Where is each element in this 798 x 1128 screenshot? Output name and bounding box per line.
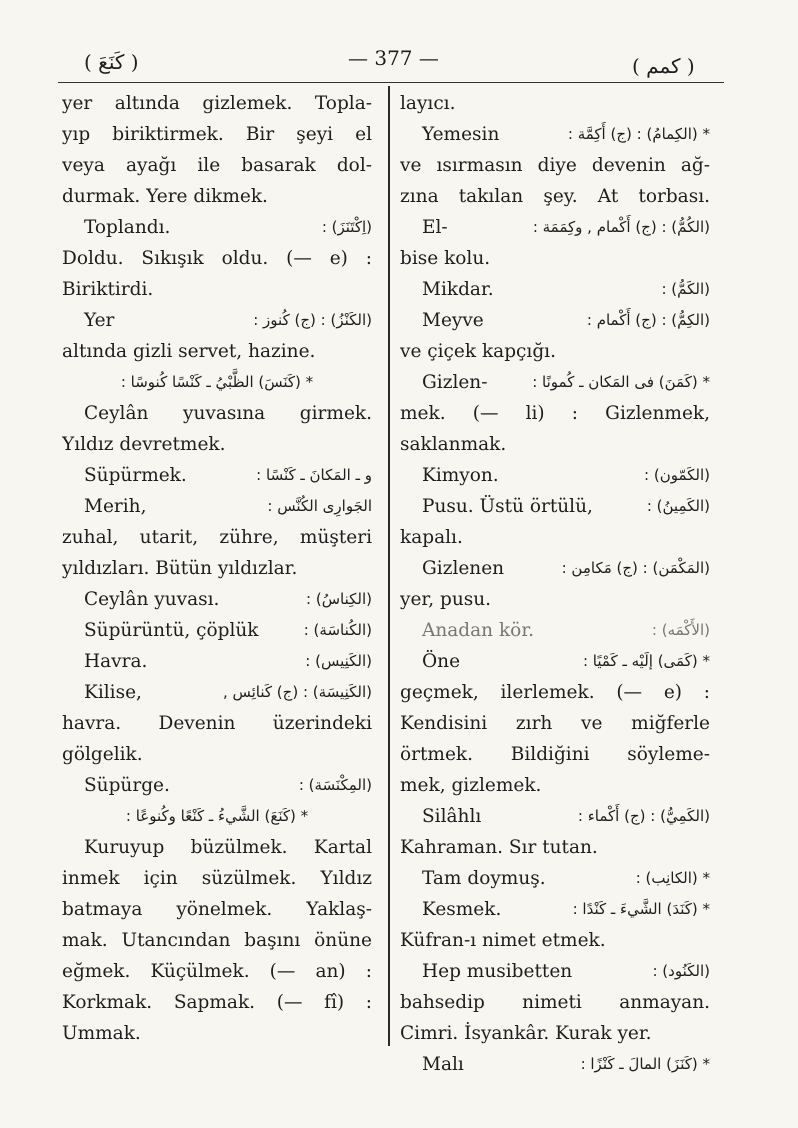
entry-arabic-headword: (الكِناسُ) : bbox=[306, 590, 372, 608]
definition-line: Kahraman. Sır tutan. bbox=[400, 837, 598, 858]
definition-line: mek. (— li) : Gizlenmek, bbox=[400, 403, 710, 424]
definition-line: altında gizli servet, hazine. bbox=[62, 341, 316, 362]
definition-line: Kuruyup büzülmek. Kartal bbox=[84, 837, 372, 858]
entry-arabic-headword: (الكَمّون) : bbox=[644, 466, 710, 484]
entry-arabic-headword: * (الكِمامُ) : (ج) أَكِمَّة : bbox=[567, 125, 710, 143]
page-header bbox=[0, 44, 798, 78]
definition-line: geçmek, ilerlemek. (— e) : bbox=[400, 682, 710, 703]
entry-translation: Yemesin bbox=[422, 124, 500, 145]
entry-translation: Pusu. Üstü örtülü, bbox=[422, 496, 593, 517]
right-column bbox=[400, 88, 710, 1080]
dictionary-entry bbox=[400, 801, 710, 832]
dictionary-entry bbox=[400, 894, 710, 925]
dictionary-entry bbox=[62, 212, 372, 243]
entry-arabic-headword: و ـ المَكانَ ـ كَنْسًا : bbox=[256, 466, 372, 484]
dictionary-entry bbox=[62, 491, 372, 522]
dictionary-entry bbox=[400, 460, 710, 491]
entry-translation: Süpürge. bbox=[84, 775, 170, 796]
definition-line: layıcı. bbox=[400, 93, 456, 114]
dictionary-entry bbox=[400, 367, 710, 398]
dictionary-entry bbox=[400, 1049, 710, 1080]
dictionary-entry bbox=[400, 863, 710, 894]
dictionary-entry bbox=[62, 305, 372, 336]
definition-line: Korkmak. Sapmak. (— fî) : bbox=[62, 992, 372, 1013]
definition-line: veya ayağı ile basarak dol- bbox=[62, 155, 372, 176]
entry-translation: Mikdar. bbox=[422, 279, 494, 300]
entry-translation: Süpürüntü, çöplük bbox=[84, 620, 259, 641]
entry-translation: Havra. bbox=[84, 651, 148, 672]
entry-arabic-headword: (الكَمِينُ) : bbox=[646, 497, 710, 515]
arabic-headword-line: * (كَنَعَ) الشَّيءُ ـ كَنْعًا وكُنوعًا : bbox=[125, 807, 309, 825]
definition-line: durmak. Yere dikmek. bbox=[62, 186, 268, 207]
dictionary-entry bbox=[62, 770, 372, 801]
dictionary-entry bbox=[400, 956, 710, 987]
entry-translation: Tam doymuş. bbox=[422, 868, 546, 889]
entry-arabic-headword: (الكِمُّ) : (ج) أَكْمام : bbox=[586, 311, 710, 329]
entry-translation: Malı bbox=[422, 1054, 464, 1075]
entry-translation: Yer bbox=[84, 310, 115, 331]
entry-translation: Kilise, bbox=[84, 682, 142, 703]
entry-translation: Kesmek. bbox=[422, 899, 502, 920]
definition-line: Cimri. İsyankâr. Kurak yer. bbox=[400, 1023, 652, 1044]
entry-translation: Kimyon. bbox=[422, 465, 499, 486]
definition-line: mak. Utancından başını önüne bbox=[62, 930, 372, 951]
header-left-keyword: ( كَنَعَ ) bbox=[84, 50, 139, 74]
page-number: — 377 — bbox=[348, 46, 439, 70]
definition-line: yıp biriktirmek. Bir şeyi el bbox=[62, 124, 372, 145]
entry-arabic-headword: الجَوارِى الكُنَّس : bbox=[267, 497, 372, 515]
definition-line: eğmek. Küçülmek. (— an) : bbox=[62, 961, 372, 982]
dictionary-entry bbox=[400, 274, 710, 305]
entry-translation: Meyve bbox=[422, 310, 484, 331]
definition-line: Biriktirdi. bbox=[62, 279, 154, 300]
entry-translation: Merih, bbox=[84, 496, 147, 517]
entry-arabic-headword: (الكَنْزُ) : (ج) كُنوز : bbox=[253, 311, 372, 329]
entry-translation: Ceylân yuvası. bbox=[84, 589, 220, 610]
dictionary-entry bbox=[62, 460, 372, 491]
entry-arabic-headword: (الكَنِيس) : bbox=[305, 652, 372, 670]
dictionary-entry bbox=[400, 553, 710, 584]
definition-line: bise kolu. bbox=[400, 248, 491, 269]
dictionary-entry bbox=[400, 615, 710, 646]
dictionary-entry bbox=[62, 615, 372, 646]
header-right-keyword: ( كمم ) bbox=[632, 54, 695, 78]
dictionary-entry bbox=[400, 305, 710, 336]
entry-arabic-headword: (الكُمُّ) : (ج) أَكْمام , وكِمَمَة : bbox=[532, 218, 710, 236]
definition-line: bahsedip nimeti anmayan. bbox=[400, 992, 710, 1013]
definition-line: gölgelik. bbox=[62, 744, 143, 765]
dictionary-entry bbox=[400, 646, 710, 677]
entry-translation: Toplandı. bbox=[84, 217, 171, 238]
entry-translation: Süpürmek. bbox=[84, 465, 187, 486]
entry-arabic-headword: (اِكْتَنَزَ) : bbox=[321, 218, 372, 236]
definition-line: Küfran-ı nimet etmek. bbox=[400, 930, 606, 951]
entry-translation: Hep musibetten bbox=[422, 961, 573, 982]
definition-line: Doldu. Sıkışık oldu. (— e) : bbox=[62, 248, 372, 269]
entry-arabic-headword: * (كَنَزَ) المالَ ـ كَنْزًا : bbox=[580, 1055, 710, 1073]
entry-arabic-headword: (الكُناسَة) : bbox=[303, 621, 372, 639]
entry-arabic-headword: * (كَمَى) إلَيْه ـ كَمْيًا : bbox=[582, 652, 710, 670]
dictionary-entry bbox=[62, 677, 372, 708]
entry-translation: Öne bbox=[422, 651, 461, 672]
entry-arabic-headword: * (كَنَدَ) الشَّيءَ ـ كَنْدًا : bbox=[572, 900, 710, 918]
definition-line: ve çiçek kapçığı. bbox=[400, 341, 556, 362]
left-column bbox=[62, 88, 372, 1049]
entry-translation: Silâhlı bbox=[422, 806, 482, 827]
entry-arabic-headword: * (كَمَنَ) فى المَكان ـ كُمونًا : bbox=[532, 373, 710, 391]
dictionary-entry bbox=[400, 119, 710, 150]
definition-line: örtmek. Bildiğini söyleme- bbox=[400, 744, 710, 765]
entry-arabic-headword: (الكَنِيسَة) : (ج) كَنائِس , bbox=[222, 683, 372, 701]
entry-arabic-headword: (المَكْمَن) : (ج) مَكامِن : bbox=[561, 559, 710, 577]
entry-translation: Gizlenen bbox=[422, 558, 505, 579]
entry-arabic-headword: (الكَمِيُّ) : (ج) أَكْماء : bbox=[577, 807, 710, 825]
arabic-headword-line: * (كَنَسَ) الظَّبْيُ ـ كَنْسًا كُنوسًا : bbox=[120, 373, 314, 391]
definition-line: zuhal, utarit, zühre, müşteri bbox=[62, 527, 372, 548]
definition-line: inmek için süzülmek. Yıldız bbox=[62, 868, 372, 889]
definition-line: mek, gizlemek. bbox=[400, 775, 542, 796]
definition-line: yıldızları. Bütün yıldızlar. bbox=[62, 558, 298, 579]
definition-line: kapalı. bbox=[400, 527, 463, 548]
entry-arabic-headword: (الكَمُّ) : bbox=[661, 280, 710, 298]
definition-line: saklanmak. bbox=[400, 434, 507, 455]
dictionary-entry bbox=[62, 646, 372, 677]
definition-line: yer, pusu. bbox=[400, 589, 492, 610]
definition-line: Ummak. bbox=[62, 1023, 141, 1044]
definition-line: havra. Devenin üzerindeki bbox=[62, 713, 372, 734]
entry-translation: Anadan kör. bbox=[422, 620, 535, 641]
definition-line: Kendisini zırh ve miğferle bbox=[400, 713, 710, 734]
entry-arabic-headword: (الكَنُود) : bbox=[652, 962, 710, 980]
header-rule bbox=[58, 82, 724, 83]
dictionary-entry bbox=[62, 584, 372, 615]
definition-line: zına takılan şey. At torbası. bbox=[400, 186, 710, 207]
entry-arabic-headword: (الأَكْمَه) : bbox=[651, 621, 710, 639]
entry-translation: Gizlen- bbox=[422, 372, 488, 393]
entry-arabic-headword: (المِكْنَسَة) : bbox=[298, 776, 372, 794]
dictionary-entry bbox=[400, 491, 710, 522]
definition-line: Yıldız devretmek. bbox=[62, 434, 226, 455]
definition-line: batmaya yönelmek. Yaklaş- bbox=[62, 899, 372, 920]
definition-line: Ceylân yuvasına girmek. bbox=[84, 403, 372, 424]
entry-translation: El- bbox=[422, 217, 448, 238]
definition-line: yer altında gizlemek. Topla- bbox=[62, 93, 372, 114]
entry-arabic-headword: * (الكانِب) : bbox=[635, 869, 710, 887]
definition-line: ve ısırmasın diye devenin ağ- bbox=[400, 155, 710, 176]
dictionary-entry bbox=[400, 212, 710, 243]
column-divider bbox=[388, 86, 390, 1046]
